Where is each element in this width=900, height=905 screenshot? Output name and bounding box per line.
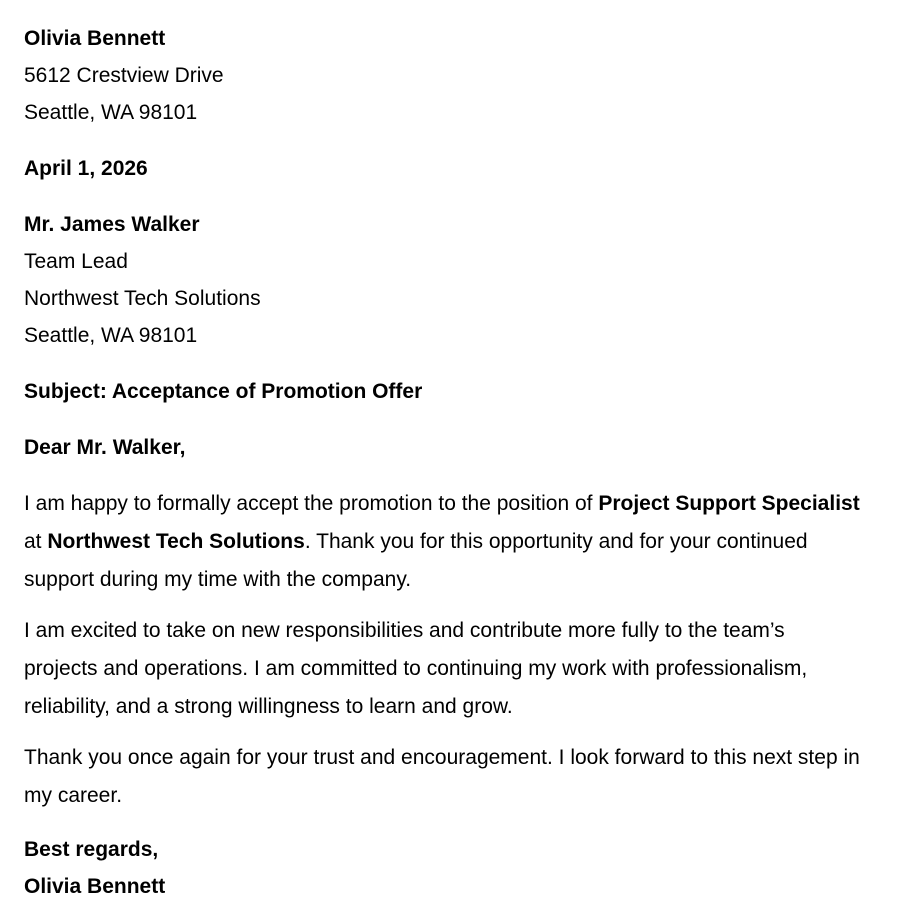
sender-address-block <box>24 20 860 131</box>
paragraph-1-segment-2: at <box>24 530 48 553</box>
paragraph-1-segment-1: I am happy to formally accept the promotion to the position of <box>24 492 599 515</box>
signature-name: Olivia Bennett <box>24 875 166 898</box>
recipient-address: Seattle, WA 98101 <box>24 324 198 347</box>
salutation: Dear Mr. Walker, <box>24 436 186 459</box>
company-name-bold: Northwest Tech Solutions <box>47 530 305 553</box>
position-title-bold: Project Support Specialist <box>598 492 860 515</box>
sender-address-line-1: 5612 Crestview Drive <box>24 64 224 87</box>
sender-address-line-2: Seattle, WA 98101 <box>24 101 198 124</box>
subject-line: Subject: Acceptance of Promotion Offer <box>24 380 423 403</box>
recipient-address-block <box>24 206 860 354</box>
letter-body <box>24 20 860 905</box>
letter-date: April 1, 2026 <box>24 157 148 180</box>
valediction: Best regards, <box>24 838 159 861</box>
recipient-name: Mr. James Walker <box>24 213 200 236</box>
body-paragraph-3: Thank you once again for your trust and encouragement. I look forward to this next step in my career. <box>24 746 860 807</box>
sender-name: Olivia Bennett <box>24 27 166 50</box>
recipient-company: Northwest Tech Solutions <box>24 287 261 310</box>
recipient-title: Team Lead <box>24 250 128 273</box>
paragraph-1-segment-3: . Thank you for this opportunity and for your continued support during my time with the company. <box>24 530 808 591</box>
body-paragraph-2: I am excited to take on new responsibilities and contribute more fully to the team’s projects and operations. I am committed to continuing my work with professionalism, reliability, and a strong willingness to learn and grow. <box>24 619 808 718</box>
closing-block <box>24 831 860 905</box>
body-paragraph-1 <box>24 485 860 599</box>
